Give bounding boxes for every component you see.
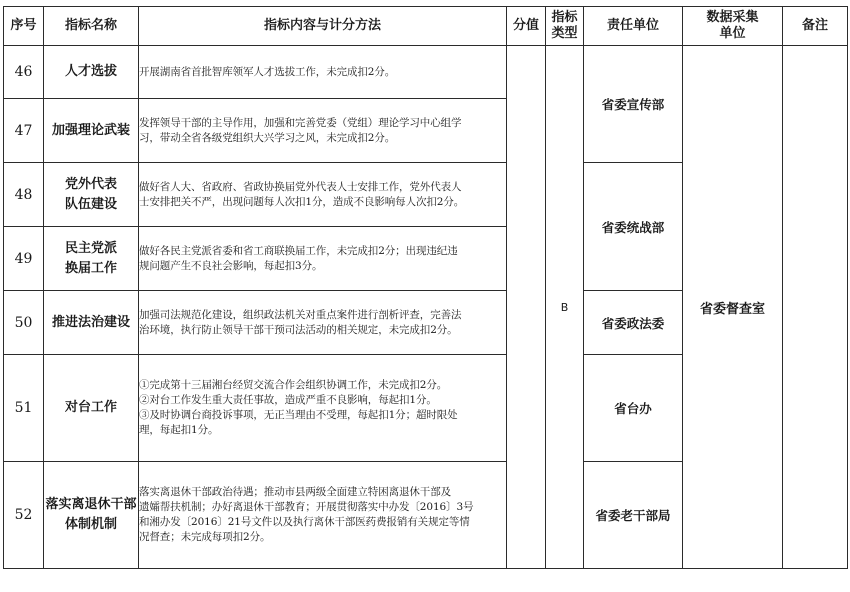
content-line: 治环境，执行防止领导干部干预司法活动的相关规定，未完成扣2分。 — [139, 323, 458, 336]
header-collect-line1: 数据采集 — [706, 10, 759, 25]
indicator-name-line: 对台工作 — [64, 400, 117, 415]
header-type — [546, 7, 584, 46]
content-line: 和湘办发〔2016〕21号文件以及执行离休干部医药费报销有关规定等情 — [139, 516, 470, 528]
indicator-name-line: 民主党派 — [64, 240, 117, 256]
content-line: ②对台工作发生重大责任事故，造成严重不良影响，每起扣1分。 — [139, 394, 437, 406]
unit-political-legal: 省委政法委 — [584, 291, 683, 355]
indicator-name-line: 党外代表 — [64, 176, 117, 192]
unit-veteran: 省委老干部局 — [584, 462, 683, 569]
header-content: 指标内容与计分方法 — [139, 7, 507, 46]
indicator-name — [44, 46, 139, 99]
content-line: 士安排把关不严，出现问题每人次扣1分，造成不良影响每人次扣2分。 — [139, 195, 465, 208]
unit-propaganda: 省委宣传部 — [584, 46, 683, 163]
indicator-content — [139, 46, 507, 99]
header-score: 分值 — [507, 7, 546, 46]
indicator-content — [139, 99, 507, 163]
header-seq: 序号 — [4, 7, 44, 46]
content-line: ①完成第十三届湘台经贸交流合作会组织协调工作，未完成扣2分。 — [139, 379, 448, 391]
content-line: 习，带动全省各级党组织大兴学习之风，未完成扣2分。 — [139, 131, 396, 144]
header-remark: 备注 — [783, 7, 848, 46]
indicator-name — [44, 163, 139, 227]
content-line: 况督查；未完成每项扣2分。 — [139, 531, 271, 543]
row-number: 51 — [4, 355, 44, 462]
indicator-content — [139, 227, 507, 291]
header-type-line1: 指标 — [551, 10, 578, 25]
unit-taiwan: 省台办 — [584, 355, 683, 462]
indicator-name — [44, 355, 139, 462]
content-line: 落实离退休干部政治待遇；推动市县两级全面建立特困离退休干部及 — [139, 486, 451, 498]
indicator-name-line: 推进法治建设 — [51, 314, 130, 330]
content-line: 发挥领导干部的主导作用，加强和完善党委（党组）理论学习中心组学 — [139, 116, 462, 129]
indicator-name-line: 人才选拔 — [64, 64, 117, 79]
indicator-type: B — [546, 46, 584, 569]
header-collect-line2: 单位 — [719, 26, 746, 41]
header-collect — [683, 7, 783, 46]
indicator-name-line: 加强理论武装 — [51, 122, 130, 138]
indicator-name — [44, 227, 139, 291]
row-number: 47 — [4, 99, 44, 163]
row-number: 49 — [4, 227, 44, 291]
remark-cell — [783, 46, 848, 569]
indicator-name-line: 体制机制 — [64, 517, 117, 532]
indicator-name-line: 换届工作 — [64, 260, 117, 276]
indicator-name-line: 队伍建设 — [64, 196, 117, 212]
row-number: 48 — [4, 163, 44, 227]
header-type-line2: 类型 — [551, 26, 578, 41]
content-line: 加强司法规范化建设，组织政法机关对重点案件进行剖析评查，完善法 — [139, 308, 462, 321]
row-number: 46 — [4, 46, 44, 99]
indicator-name-line: 落实离退休干部 — [45, 497, 137, 512]
indicator-table — [3, 6, 848, 569]
content-line: 理，每起扣1分。 — [139, 424, 219, 436]
header-name: 指标名称 — [44, 7, 139, 46]
indicator-name — [44, 99, 139, 163]
content-line: ③及时协调台商投诉事项，无正当理由不受理，每起扣1分；超时限处 — [139, 409, 458, 421]
indicator-name — [44, 291, 139, 355]
unit-united-front: 省委统战部 — [584, 163, 683, 291]
indicator-content — [139, 291, 507, 355]
header-unit: 责任单位 — [584, 7, 683, 46]
row-number: 50 — [4, 291, 44, 355]
collect-unit: 省委督查室 — [683, 46, 783, 569]
row-number: 52 — [4, 462, 44, 569]
content-line: 做好各民主党派省委和省工商联换届工作，未完成扣2分；出现违纪违 — [139, 244, 458, 257]
header-row — [4, 7, 848, 46]
table-row — [4, 46, 848, 99]
indicator-content — [139, 163, 507, 227]
indicator-name — [44, 462, 139, 569]
content-line: 做好省人大、省政府、省政协换届党外代表人士安排工作，党外代表人 — [139, 180, 462, 193]
content-line: 遗孀帮扶机制；办好离退休干部教育；开展贯彻落实中办发〔2016〕3号 — [139, 501, 474, 513]
content-line: 开展湖南省首批智库领军人才选拔工作，未完成扣2分。 — [139, 65, 396, 78]
score-cell — [507, 46, 546, 569]
indicator-content — [139, 462, 507, 569]
indicator-content — [139, 355, 507, 462]
content-line: 规问题产生不良社会影响，每起扣3分。 — [139, 259, 323, 272]
